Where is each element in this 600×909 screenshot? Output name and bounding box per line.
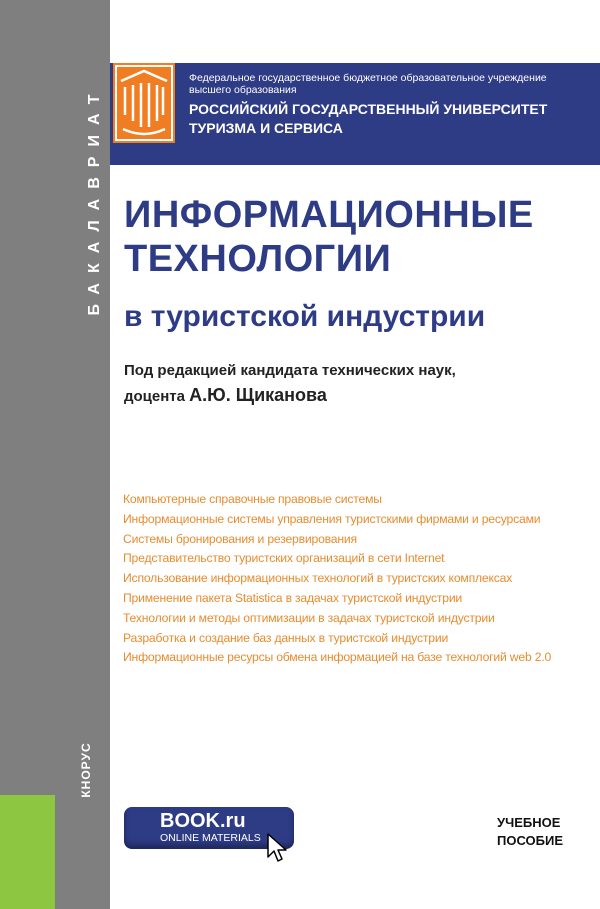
publisher-label: КНОРУС [79,742,93,798]
publication-type-line-2: ПОСОБИЕ [497,833,563,848]
topics-list [123,490,551,668]
topic-item: Технологии и методы оптимизации в задачах туристской индустрии [123,610,495,625]
university-name-line-2: ТУРИЗМА И СЕРВИСА [189,120,343,136]
topic-item: Использование информационных технологий в туристских комплексах [123,571,513,586]
university-logo-icon [113,63,175,143]
editor-line-2 [124,385,327,406]
cursor-arrow-icon [266,833,288,863]
bookru-subtitle: ONLINE MATERIALS [160,832,261,844]
spine-accent [0,795,55,909]
topic-item: Разработка и создание баз данных в туристской индустрии [123,630,449,645]
series-label: БАКАЛАВРИАТ [86,84,103,316]
publication-type-line-1: УЧЕБНОЕ [497,815,561,830]
topic-item: Системы бронирования и резервирования [123,531,357,546]
topic-item: Представительство туристских организаций в сети Internet [123,551,445,566]
topic-item: Компьютерные справочные правовые системы [123,492,382,506]
bookru-title: BOOK.ru [160,810,246,832]
organization-line-2: высшего образования [189,84,297,96]
editor-title: доцента [124,388,190,405]
organization-line-1: Федеральное государственное бюджетное образовательное учреждение [189,72,547,84]
book-subtitle: в туристской индустрии [124,300,486,333]
editor-name: А.Ю. Щиканова [189,385,327,405]
book-title-line-2: ТЕХНОЛОГИИ [124,238,392,280]
book-title-line-1: ИНФОРМАЦИОННЫЕ [124,194,534,236]
topic-item: Информационные ресурсы обмена информацией на базе технологий web 2.0 [123,650,552,665]
topic-item: Информационные системы управления туристскими фирмами и ресурсами [123,511,541,526]
editor-line-1: Под редакцией кандидата технических наук, [124,362,456,379]
topic-item: Применение пакета Statistica в задачах туристской индустрии [123,590,463,605]
university-name-line-1: РОССИЙСКИЙ ГОСУДАРСТВЕННЫЙ УНИВЕРСИТЕТ [189,101,548,117]
